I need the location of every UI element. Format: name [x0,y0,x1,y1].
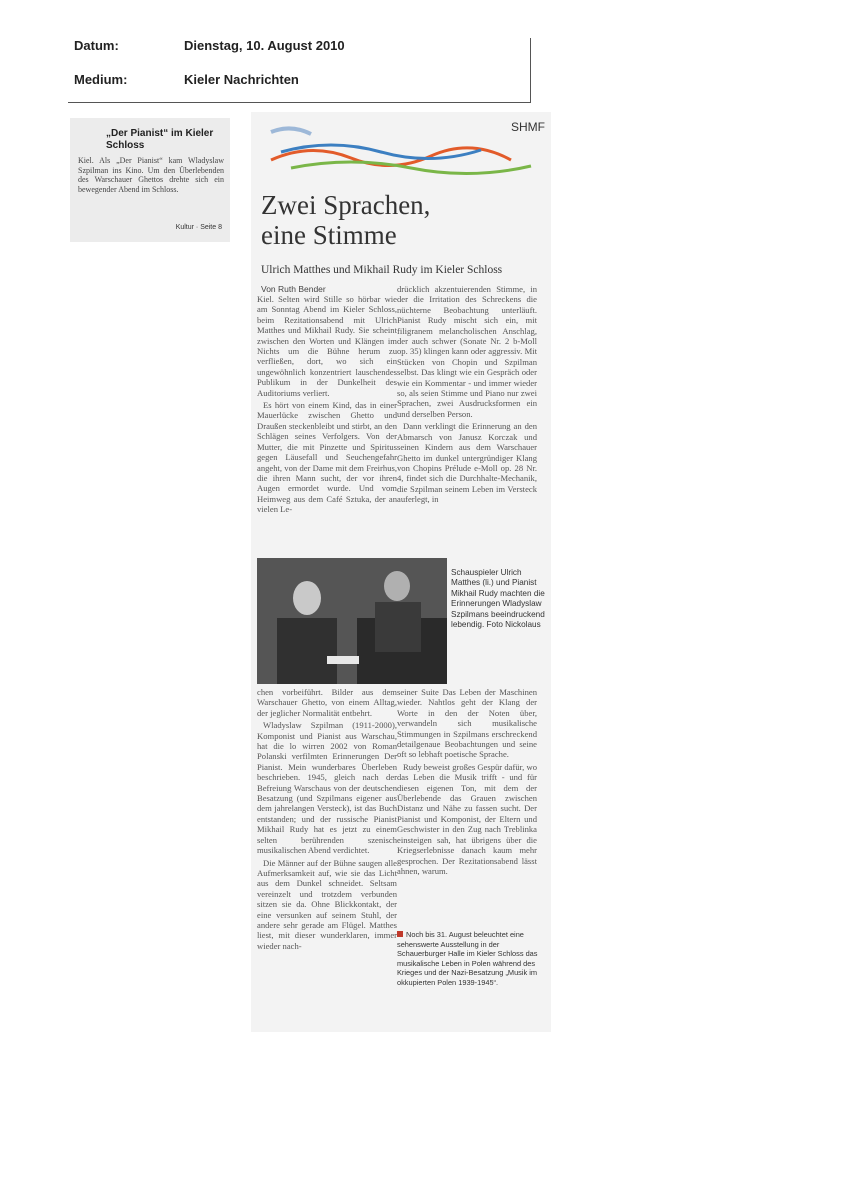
teaser-page-ref: Kultur · Seite 8 [175,224,222,231]
date-label: Datum: [74,38,119,53]
bullet-icon [397,931,403,937]
exhibition-note [397,930,547,988]
article-column-2 [397,284,537,558]
paragraph: Rudy beweist großes Gespür dafür, wo das Leben die Musik trifft - und für diesen eigenen Ton, mit dem der Überlebende das Grauen zwischen Distanz und Nähe zu fassen sucht. Der Pianist und Komponist, der Eltern und Geschwister in den Zug nach Treblinka einsteigen sah, hat übrigens über die Kriegserlebnisse danach kaum mehr gesprochen. Der Rezitationsabend lässt ahnen, warum. [397,761,537,876]
shmf-label: SHMF [511,120,545,134]
paragraph: Es hört von einem Kind, das in einer Mauerlücke zwischen Ghetto und Draußen steckenbleibt und stirbt, an den Schlägen seines Verfolgers. Von der Mutter, die mit Pinzette und Spiritus gegen Läusefall und Seuchengefahr angeht, von der Dame mit dem Freirhus, die ihren Mann sucht, der vor ihren Augen ermordet wurde. Und vom Heimweg aus dem Café Sztuka, der an vielen Le- [257,400,397,515]
medium-value: Kieler Nachrichten [184,72,299,87]
medium-label: Medium: [74,72,128,87]
article-column-3 [257,687,397,1007]
teaser-title: „Der Pianist“ im Kieler Schloss [106,128,214,151]
paragraph: drücklich akzentuierenden Stimme, in der die Irritation des Schreckens die nüchterne Beobachtung unterläuft. Pianist Rudy mischt sich ein, mit filigranem melancholischen Anschlag, der auch schwer (Sonate Nr. 2 b-Moll op. 35) klingen kann oder aggressiv. Mit Stücken von Chopin und Szpilman selbst. Das klingt wie ein Gespräch oder wie ein Kommentar - und immer wieder so, als seien Stimme und Piano nur zwei Sprachen, zwei Ausdrucksformen ein und derselben Person. [397,284,537,419]
headline-line-1: Zwei Sprachen, [261,190,431,220]
paragraph: Wladyslaw Szpilman (1911-2000), Komponist und Pianist aus Warschau, hat die lo wirren 2002 von Roman Polanski verfilmten Erinnerungen Der Pianist. Mein wunderbares Überleben beschrieben. 1945, gleich nach der Befreiung Warschaus von der deutschen Besatzung (und Szpilmans eigener aus dem jahrelangen Versteck), ist das Buch entstanden; und der russische Pianist Mikhail Rudy hat es jetzt zu einem selten berührenden szenisch musikalischen Abend verdichtet. [257,720,397,856]
subheadline: Ulrich Matthes und Mikhail Rudy im Kieler Schloss [261,264,503,276]
paragraph: seiner Suite Das Leben der Maschinen wieder. Nahtlos geht der Klang der Worte in den der Noten über, verwandeln sich musikalische Stimmungen in Szpilmans erschreckend detailgenaue Beobachtungen und seine oft so lebhaft poetische Sprache. [397,687,537,760]
byline: Von Ruth Bender [261,284,326,294]
shmf-logo [251,112,551,184]
paragraph: chen vorbeiführt. Bilder aus dem Warschauer Ghetto, von einem Alltag, der jeglicher Normalität entbehrt. [257,687,397,718]
teaser-body: Kiel. Als „Der Pianist“ kam Wladyslaw Szpilman ins Kino. Um den Überlebenden des Warschauer Ghettos drehte sich ein bewegender Abend im Schloss. [78,156,224,194]
paragraph: Kiel. Selten wird Stille so hörbar wie am Sonntag Abend im Kieler Schloss, beim Rezitationsabend mit Ulrich Matthes und Mikhail Rudy. Sie scheint zwischen den Worten und Klängen im Nichts um die Bühne herum zu verfließen, dort, wo sich ein ungewöhnlich konzentriert lauschendes Publikum in der Dunkelheit des Auditoriums verliert. [257,294,397,398]
photo-caption: Schauspieler Ulrich Matthes (li.) und Pianist Mikhail Rudy machten die Erinnerungen Wladyslaw Szpilmans beeindruckend lebendig. Foto Nickolaus [451,568,545,630]
article [251,112,551,1032]
date-value: Dienstag, 10. August 2010 [184,38,345,53]
headline-line-2: eine Stimme [261,220,397,250]
performance-photo [257,558,447,684]
document-header [68,38,531,103]
medium-row [74,72,299,87]
note-text: Noch bis 31. August beleuchtet eine sehenswerte Ausstellung in der Schauerburger Halle im Kieler Schloss das musikalische Leben in Polen während des Krieges und der Nazi-Besatzung „Musik im okkupierten Polen 1939-1945“. [397,930,538,987]
article-column-4 [397,687,537,925]
paragraph: Die Männer auf der Bühne saugen alle Aufmerksamkeit auf, wie sie das Licht aus dem Dunkel schneidet. Seltsam vereinzelt und trotzdem verbunden sitzen sie da. Ohne Blickkontakt, der eine versunken auf seinem Stuhl, der andere sehr gerade am Flügel. Matthes liest, mit dieser wunderklaren, immer wieder nach- [257,857,397,951]
paragraph: Dann verklingt die Erinnerung an den Abmarsch von Janusz Korczak und seinen Kindern aus dem Warschauer Ghetto im dunkel untergründiger Klang von Chopins Prélude e-Moll op. 28 Nr. 4, findet sich die Durchhalte-Mechanik, die Szpilman seinem Leben im Versteck auferlegt, in [397,421,537,505]
article-column-1 [257,294,397,558]
headline [261,190,430,250]
teaser-box [70,118,230,242]
date-row [74,38,345,53]
